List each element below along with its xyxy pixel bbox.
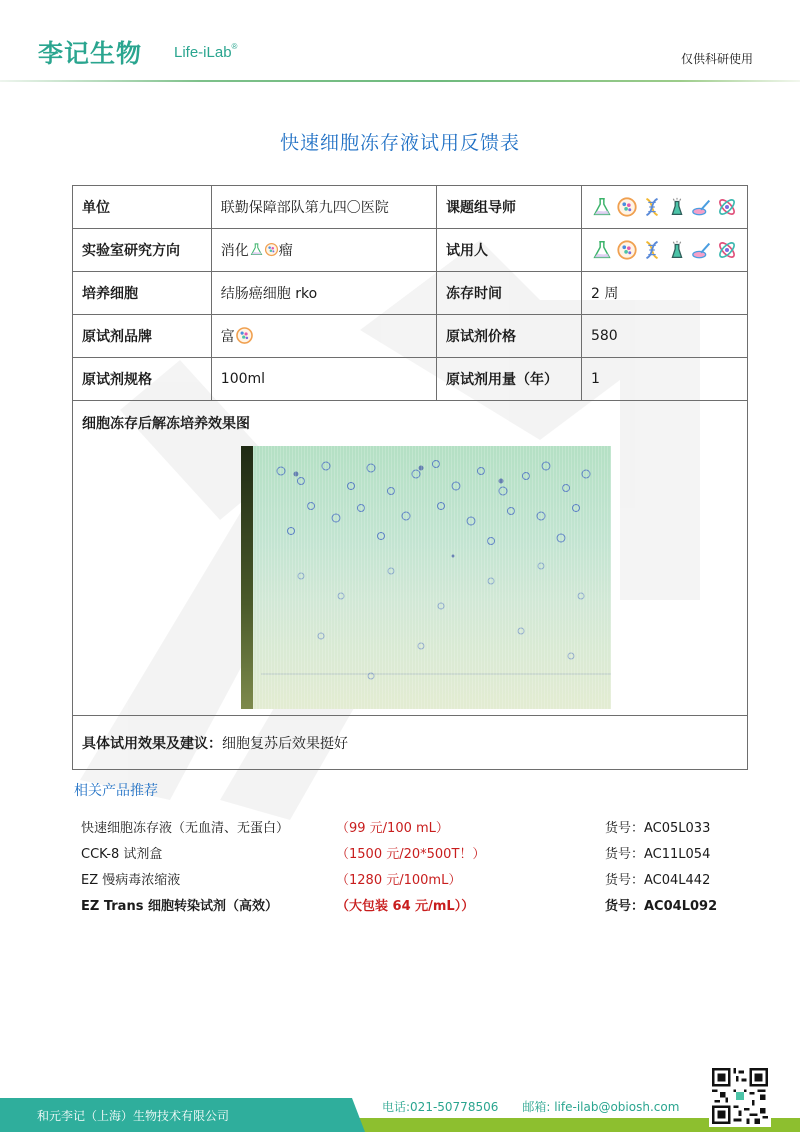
label-original-spec: 原试剂规格 bbox=[73, 358, 212, 401]
footer-company-name: 和元李记（上海）生物技术有限公司 bbox=[37, 1109, 230, 1123]
value-original-spec: 100ml bbox=[211, 358, 436, 401]
flask-icon bbox=[249, 242, 264, 257]
pipette-dish-icon bbox=[691, 239, 713, 261]
brand-logo-en bbox=[174, 44, 237, 61]
value-unit: 联勤保障部队第九四〇医院 bbox=[211, 186, 436, 229]
value-original-price: 580 bbox=[581, 315, 747, 358]
cell-icon bbox=[616, 196, 638, 218]
product-name: CCK-8 试剂盒 bbox=[81, 847, 163, 862]
label-original-price: 原试剂价格 bbox=[436, 315, 581, 358]
product-name: EZ 慢病毒浓缩液 bbox=[81, 873, 181, 888]
image-dark-edge bbox=[241, 446, 253, 709]
flask-icon bbox=[591, 239, 613, 261]
product-item bbox=[81, 895, 741, 915]
original-brand-prefix: 富 bbox=[220, 329, 235, 345]
image-texture bbox=[241, 446, 611, 709]
research-use-notice: 仅供科研使用 bbox=[681, 52, 754, 66]
pipette-dish-icon bbox=[691, 196, 713, 218]
value-supervisor bbox=[581, 186, 747, 229]
research-direction-prefix: 消化 bbox=[220, 243, 249, 259]
document-title: 快速细胞冻存液试用反馈表 bbox=[279, 132, 520, 154]
value-original-brand bbox=[211, 315, 436, 358]
suggestion-section bbox=[73, 716, 748, 770]
label-supervisor: 课题组导师 bbox=[436, 186, 581, 229]
label-annual-usage: 原试剂用量（年） bbox=[436, 358, 581, 401]
atom-icon bbox=[716, 239, 738, 261]
suggestion-value: 细胞复苏后效果挺好 bbox=[222, 735, 348, 752]
table-row bbox=[73, 272, 748, 315]
product-price: （1280 元/100mL） bbox=[336, 873, 462, 888]
flask-icon bbox=[591, 196, 613, 218]
product-name: EZ Trans 细胞转染试剂（高效） bbox=[81, 899, 278, 914]
product-price: （1500 元/20*500T！） bbox=[336, 847, 486, 862]
value-freeze-time: 2 周 bbox=[581, 272, 747, 315]
table-row bbox=[73, 358, 748, 401]
qr-code-icon bbox=[709, 1065, 771, 1127]
result-image-title: 细胞冻存后解冻培养效果图 bbox=[82, 416, 250, 432]
related-products-title: 相关产品推荐 bbox=[74, 783, 158, 799]
product-price: （99 元/100 mL） bbox=[336, 821, 449, 836]
label-cultured-cells: 培养细胞 bbox=[73, 272, 212, 315]
product-item bbox=[81, 869, 741, 889]
beaker-icon bbox=[666, 196, 688, 218]
product-sku: 货号：AC04L442 bbox=[605, 873, 711, 888]
product-name: 快速细胞冻存液（无血清、无蛋白） bbox=[81, 821, 290, 836]
table-row bbox=[73, 229, 748, 272]
beaker-icon bbox=[666, 239, 688, 261]
value-research-direction bbox=[211, 229, 436, 272]
value-trial-user bbox=[581, 229, 747, 272]
table-row bbox=[73, 401, 748, 716]
atom-icon bbox=[716, 196, 738, 218]
label-original-brand: 原试剂品牌 bbox=[73, 315, 212, 358]
brand-logo-en-text: Life-iLab bbox=[174, 44, 232, 61]
page-header bbox=[0, 0, 800, 82]
brand-logo-cn: 李记生物 bbox=[38, 39, 143, 68]
cell-icon bbox=[616, 239, 638, 261]
footer-phone: 电话:021-50778506 bbox=[382, 1100, 499, 1114]
dna-icon bbox=[641, 196, 663, 218]
table-row bbox=[73, 716, 748, 770]
product-item bbox=[81, 843, 741, 863]
product-sku: 货号：AC11L054 bbox=[605, 847, 711, 862]
dna-icon bbox=[641, 239, 663, 261]
table-row bbox=[73, 186, 748, 229]
research-direction-suffix: 瘤 bbox=[278, 243, 293, 259]
feedback-form-table bbox=[72, 185, 748, 770]
label-trial-user: 试用人 bbox=[436, 229, 581, 272]
product-price: （大包装 64 元/mL）） bbox=[336, 899, 475, 914]
label-freeze-time: 冻存时间 bbox=[436, 272, 581, 315]
product-sku: 货号：AC04L092 bbox=[605, 899, 718, 914]
footer-email: 邮箱: life-ilab@obiosh.com bbox=[522, 1100, 680, 1114]
product-item bbox=[81, 817, 741, 837]
registered-mark: ® bbox=[231, 42, 238, 51]
table-row bbox=[73, 315, 748, 358]
microscope-image bbox=[241, 446, 611, 709]
label-research-direction: 实验室研究方向 bbox=[73, 229, 212, 272]
value-annual-usage: 1 bbox=[581, 358, 747, 401]
product-sku: 货号：AC05L033 bbox=[605, 821, 711, 836]
label-unit: 单位 bbox=[73, 186, 212, 229]
header-divider bbox=[0, 80, 800, 82]
cell-icon bbox=[235, 326, 254, 345]
suggestion-label: 具体试用效果及建议： bbox=[82, 735, 222, 752]
page-footer bbox=[0, 1090, 800, 1132]
result-image-section bbox=[73, 401, 748, 716]
value-cultured-cells: 结肠癌细胞 rko bbox=[211, 272, 436, 315]
cell-icon bbox=[264, 242, 279, 257]
footer-contact bbox=[382, 1098, 703, 1115]
